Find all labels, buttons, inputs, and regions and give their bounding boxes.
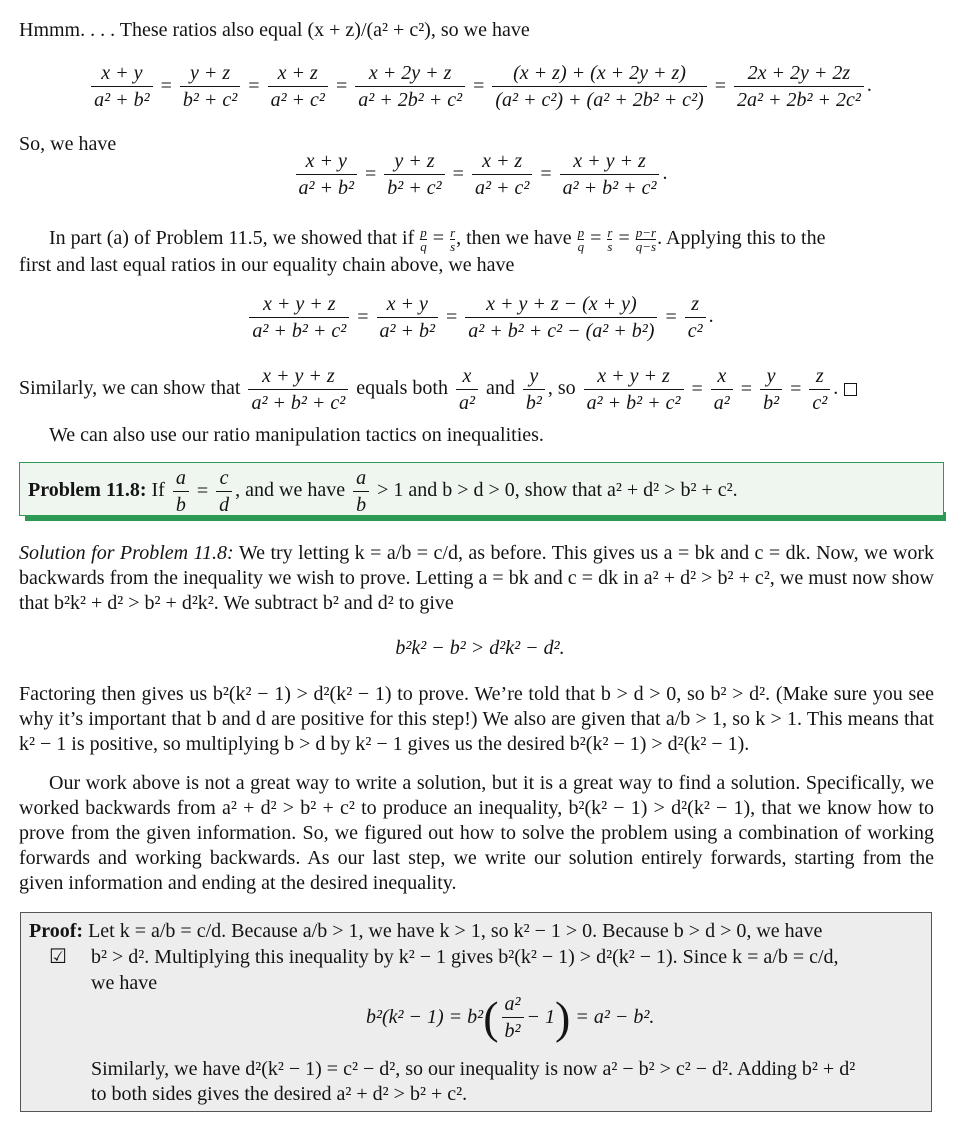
equation-chain-2: $\frac{x + y}{\text{a² + b²}}$ = $\frac{y + z}{\text{b² + c²}}$ = $\frac{x + z}{\text{a² + c²}}$ = $\frac{x + y + z}{\text{a² + b² + c²}}$ . bbox=[0, 150, 960, 199]
equation-chain-3: $\frac{x + y + z}{\text{a² + b² + c²}}$ = $\frac{x + y}{\text{a² + b²}}$ = $\frac{x + y + z - (x + y)}{\text{a² + b² + c² − (a² + b²)}}$ = $\frac{z}{\text{c²}}$ . bbox=[0, 293, 960, 342]
similarly-line: Similarly, we can show that $\frac{x + y + z}{\text{a² + b² + c²}}$ equals both $\frac{x}{\text{a²}}$ and $\frac{y}{\text{b²}}$ , so $\frac{x + y + z}{\text{a² + b² + c²}}$ = $\frac{x}{\text{a²}}$ = $\frac{y}{\text{b²}}$ = $\frac{z}{\text{c²}}$ . bbox=[19, 365, 857, 414]
proof-equation: b²(k² − 1) = b²( $\frac{\text{a²}}{\text{b²}}$ − 1) = a² − b². bbox=[366, 991, 655, 1043]
eq1-frac-5: $\frac{(x + z) + (x + 2y + z)}{\text{(a² + c²) + (a² + 2b² + c²)}}$ bbox=[492, 62, 706, 111]
eq1-frac-1: $\frac{x + y}{\text{a² + b²}}$ bbox=[91, 62, 153, 111]
qed-square-icon bbox=[844, 383, 857, 396]
proof-box bbox=[20, 912, 932, 1112]
problem-label: Problem 11.8: bbox=[28, 479, 147, 502]
proof-line-3: we have bbox=[91, 972, 158, 994]
our-work-paragraph: Our work above is not a great way to write a solution, but it is a great way to find a solution. Specifically, we worked backwards from a² + d² > b² + c² to produce an inequality, b²(k² − 1) > d²(k² − 1), that we know how to prove from the given information. So, we figured out how to solve the problem using a combination of working forwards and working backwards. As our last step, we write our solution entirely forwards, starting from the given information and ending at the desired inequality. bbox=[19, 772, 934, 894]
problem-statement: Problem 11.8: If $\frac{a}{b}$ = $\frac{c}{d}$ , and we have $\frac{a}{b}$ > 1 and b > d > 0, show that a² + d² > b² + c². bbox=[28, 467, 738, 516]
eq1-frac-2: $\frac{y + z}{\text{b² + c²}}$ bbox=[180, 62, 240, 111]
factoring-paragraph: Factoring then gives us b²(k² − 1) > d²(k² − 1) to prove. We’re told that b > d > 0, so b² > d². (Make sure you see why it’s important that b and d are positive for this step!) We also are given that a/b > 1, so k > 1. This means that k² − 1 is positive, so multiplying b > d by k² − 1 gives us the desired b²(k² − 1) > d²(k² − 1). bbox=[19, 683, 934, 755]
eq1-frac-3: $\frac{x + z}{\text{a² + c²}}$ bbox=[268, 62, 328, 111]
proof-line-2: b² > d². Multiplying this inequality by k² − 1 gives b²(k² − 1) > d²(k² − 1). Since k = a/b = c/d, bbox=[91, 946, 839, 968]
proof-line-1: Proof: Let k = a/b = c/d. Because a/b > 1, we have k > 1, so k² − 1 > 0. Because b > d > 0, we have bbox=[29, 920, 823, 942]
problem-box bbox=[19, 462, 944, 516]
intro-line: Hmmm. . . . These ratios also equal (x + z)/(a² + c²), so we have bbox=[19, 19, 530, 41]
solution-label: Solution for Problem 11.8: bbox=[19, 542, 234, 564]
proof-label: Proof: bbox=[29, 920, 84, 942]
eq1-frac-6: $\frac{2x + 2y + 2z}{\text{2a² + 2b² + 2c²}}$ bbox=[734, 62, 864, 111]
equation-4: b²k² − b² > d²k² − d². bbox=[395, 637, 565, 659]
eq3-frac-3: $\frac{x + y + z - (x + y)}{\text{a² + b² + c² − (a² + b²)}}$ bbox=[465, 293, 657, 342]
eq2-frac-1: $\frac{x + y}{\text{a² + b²}}$ bbox=[296, 150, 358, 199]
equation-chain-1: $\frac{x + y}{\text{a² + b²}}$ = $\frac{y + z}{\text{b² + c²}}$ = $\frac{x + z}{\text{a² + c²}}$ = $\frac{x + 2y + z}{\text{a² + 2b² + c²}}$ = $\frac{(x + z) + (x + 2y + z)}{\text{(a² + c²) + (a² + 2b² + c²)}}$ = $\frac{2x + 2y + 2z}{\text{2a² + 2b² + 2c²}}$ . bbox=[0, 62, 960, 111]
proof-line-4: Similarly, we have d²(k² − 1) = c² − d², so our inequality is now a² − b² > c² − d². Adding b² + d² bbox=[91, 1058, 856, 1080]
part-a-line-1: In part (a) of Problem 11.5, we showed that if $\frac{p}{q}$ = $\frac{r}{s}$ , then we have $\frac{p}{q}$ = $\frac{r}{s}$ = $\frac{p-r}{q-s}$ . Applying this to the bbox=[49, 225, 826, 254]
inequalities-line: We can also use our ratio manipulation tactics on inequalities. bbox=[49, 424, 544, 446]
checkmark-box-icon: ☑ bbox=[49, 946, 67, 968]
eq3-frac-4: $\frac{z}{\text{c²}}$ bbox=[685, 293, 706, 342]
eq3-frac-1: $\frac{x + y + z}{\text{a² + b² + c²}}$ bbox=[249, 293, 349, 342]
eq2-frac-4: $\frac{x + y + z}{\text{a² + b² + c²}}$ bbox=[560, 150, 660, 199]
eq2-frac-3: $\frac{x + z}{\text{a² + c²}}$ bbox=[472, 150, 532, 199]
eq1-frac-4: $\frac{x + 2y + z}{\text{a² + 2b² + c²}}$ bbox=[355, 62, 465, 111]
solution-paragraph: Solution for Problem 11.8: We try letting k = a/b = c/d, as before. This gives us a = bk and c = dk. Now, we work backwards from the inequality we wish to prove. Letting a = bk and c = dk in a² + d² > b² + c², we must now show that b²k² + d² > b² + d²k². We subtract b² and d² to give bbox=[19, 542, 935, 614]
so-we-have-line: So, we have bbox=[19, 133, 117, 155]
proof-line-5: to both sides gives the desired a² + d² > b² + c². bbox=[91, 1083, 468, 1105]
eq3-frac-2: $\frac{x + y}{\text{a² + b²}}$ bbox=[377, 293, 439, 342]
part-a-line-2: first and last equal ratios in our equality chain above, we have bbox=[19, 254, 515, 276]
eq2-frac-2: $\frac{y + z}{\text{b² + c²}}$ bbox=[384, 150, 444, 199]
